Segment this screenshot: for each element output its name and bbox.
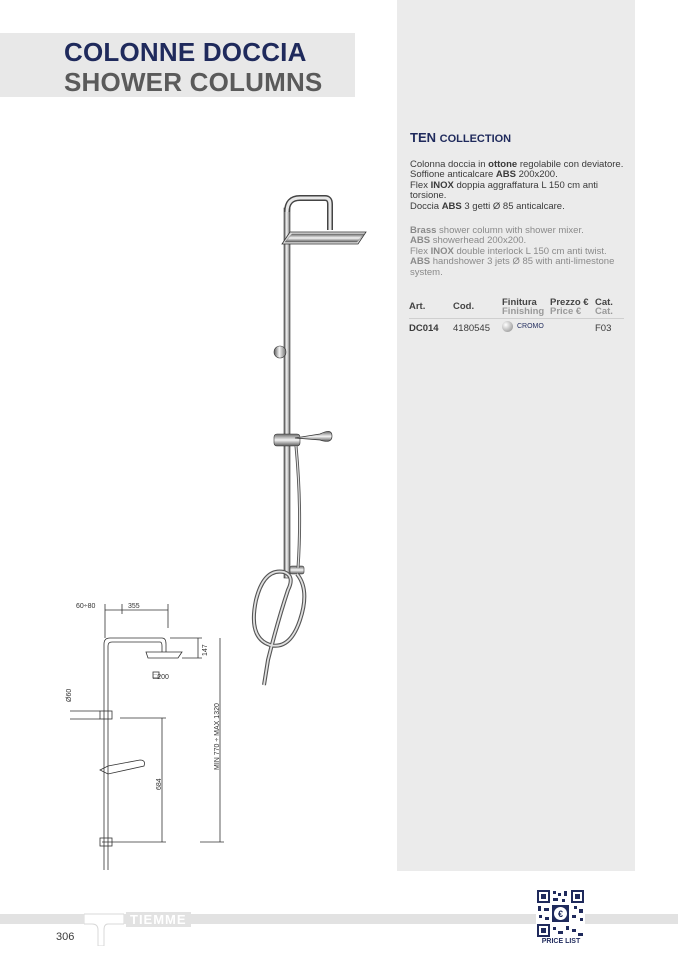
dim-column-range: MIN 770 ÷ MAX 1320 [214, 703, 221, 770]
header-cod: Cod. [453, 301, 475, 313]
desc-it-line: Flex INOX doppia aggraffatura L 150 cm anti torsione. [410, 179, 599, 202]
description-italian [410, 160, 625, 212]
page-number: 306 [56, 931, 75, 943]
header-cat: Cat. Cat. [595, 296, 613, 317]
description-english [410, 226, 625, 278]
dim-top-right: 355 [128, 603, 140, 610]
desc-en-line: ABS handshower 3 jets Ø 85 with anti-limestone system. [410, 256, 615, 278]
collection-word: COLLECTION [439, 133, 512, 145]
row-finish: CROMO [502, 319, 550, 338]
table-row [409, 319, 624, 338]
desc-en-line: ABS showerhead 200x200. [410, 235, 527, 247]
header-art: Art. [409, 301, 426, 313]
row-cod: 4180545 [453, 322, 490, 334]
desc-en-line: Brass shower column with shower mixer. [410, 225, 584, 236]
desc-it-line: Soffione anticalcare ABS 200x200. [410, 169, 558, 181]
dim-head-height: 147 [202, 644, 209, 656]
collection-name: TEN [410, 130, 436, 145]
dim-mixer-height: 684 [156, 778, 163, 790]
svg-text:€: € [557, 909, 564, 919]
desc-it-line: Doccia ABS 3 getti Ø 85 anticalcare. [410, 200, 565, 212]
page-title-english: SHOWER COLUMNS [64, 67, 323, 97]
shower-column-illustration [240, 190, 370, 690]
row-cat: F03 [595, 322, 612, 334]
qr-label: PRICE LIST [541, 938, 581, 945]
dim-top-left: 60÷80 [76, 603, 96, 610]
dim-head-size: □200 [153, 674, 169, 681]
brand-t-logo-icon [84, 912, 124, 946]
dim-diameter: Ø60 [66, 688, 73, 702]
desc-en-line: Flex INOX double interlock L 150 cm anti twist. [410, 245, 607, 257]
page-title-italian: COLONNE DOCCIA [64, 37, 307, 67]
row-price [550, 319, 595, 338]
header-price: Prezzo € Price € [550, 296, 589, 317]
desc-it-line: Colonna doccia in ottone regolabile con deviatore. [410, 159, 624, 170]
brand-name: TIEMME [126, 912, 191, 927]
header-finish: Finitura Finishing [502, 296, 545, 317]
product-table [409, 296, 624, 337]
collection-heading [410, 130, 511, 145]
technical-drawing [60, 598, 230, 878]
chrome-swatch-icon [502, 321, 513, 332]
qr-code-icon[interactable] [536, 889, 585, 938]
table-header-row [409, 296, 624, 319]
row-art: DC014 [409, 322, 439, 334]
